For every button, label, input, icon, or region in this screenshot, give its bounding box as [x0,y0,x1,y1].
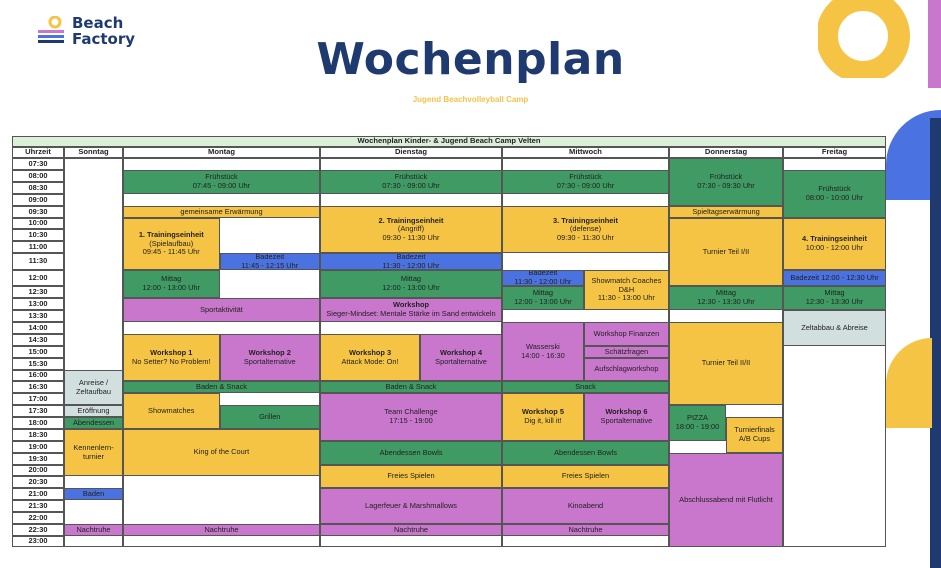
event-training2-tue-text-0: 2. Trainingseinheit [378,215,444,225]
header-thu [669,147,783,158]
event-turnier2-thu-text-0: Turnier Teil II/II [701,358,751,368]
time-cell-text-0: 19:30 [28,453,48,463]
time-cell-text-0: 09:00 [28,194,48,204]
time-cell [12,158,64,170]
event-finanzen-wed[interactable] [584,322,669,346]
event-lager-tue[interactable] [320,488,502,524]
time-cell-text-0: 07:30 [28,158,48,168]
time-cell [12,182,64,194]
header-wed-text-0: Mittwoch [569,147,602,157]
event-zeltabbau-fri[interactable] [783,310,886,346]
table-caption [12,136,886,147]
event-team-tue[interactable] [320,393,502,441]
event-nachtruhe-sun-text-0: Nachtruhe [76,524,111,534]
event-workshop6-wed[interactable] [584,393,669,441]
time-cell [12,512,64,524]
event-turnier1-thu-text-0: Turnier Teil I/II [702,246,750,256]
header-wed [502,147,669,158]
brand-name-line2: Factory [72,30,136,48]
event-showmatches-mon[interactable] [123,393,220,429]
event-anreise-sun[interactable] [64,370,123,405]
time-cell-text-0: 17:30 [28,405,48,415]
event-workshop3-tue-text-0: Workshop 3 [348,347,392,357]
event-bowls-wed[interactable] [502,441,669,465]
event-badezeit-fri[interactable] [783,270,886,286]
time-cell-text-0: 21:00 [28,488,48,498]
time-cell-text-0: 20:00 [28,465,48,475]
event-badezeit-mon-text-1: 11:45 - 12:15 Uhr [241,260,299,270]
time-cell [12,393,64,405]
event-training3-wed-text-2: 09:30 - 11:30 Uhr [557,232,614,242]
event-frei-tue[interactable] [320,465,502,488]
event-team-tue-text-0: Team Challenge [384,407,438,417]
event-fruehstueck-thu-text-0: Frühstück [709,172,743,182]
header-thu-text-0: Donnerstag [704,147,748,157]
time-cell-text-0: 20:30 [28,476,48,486]
time-cell [12,170,64,182]
event-nachtruhe-tue-text-0: Nachtruhe [393,524,429,534]
event-fruehstueck-mon[interactable] [123,170,320,194]
event-erwaermung-thu[interactable] [669,206,783,218]
event-showmatch-wed[interactable] [584,270,669,310]
event-mittag-wed-text-0: Mittag [532,288,553,298]
time-cell [12,453,64,465]
time-cell-text-0: 11:00 [28,241,48,251]
event-turnierfinals-thu-text-1: A/B Cups [738,434,771,443]
time-cell-text-0: 16:00 [28,370,48,380]
event-badezeit-wed-text-0: Badezeit [528,270,558,278]
time-cell [12,310,64,322]
event-turnierfinals-thu[interactable] [726,417,783,453]
event-mittag-mon[interactable] [123,270,220,298]
event-nachtruhe-wed[interactable] [502,524,669,536]
event-fruehstueck-mon-text-0: Frühstück [205,172,238,182]
event-aufschlag-wed-text-0: Aufschlagworkshop [594,364,659,374]
event-fruehstueck-fri[interactable] [783,170,886,218]
header-tue-text-0: Dienstag [394,147,428,157]
time-cell [12,405,64,417]
event-nachtruhe-sun[interactable] [64,524,123,536]
event-abschluss-thu-text-0: Abschlussabend mit Flutlicht [679,494,773,504]
time-cell-text-0: 14:30 [28,334,48,344]
event-mittag-thu-text-1: 12:30 - 13:30 Uhr [697,297,755,306]
event-anreise-sun-text-1: Zeltaufbau [76,386,111,396]
event-grillen-mon[interactable] [220,405,320,429]
event-bowls-tue-text-0: Abendessen Bowls [379,447,443,457]
event-badezeit-tue[interactable] [320,253,502,270]
time-cell-text-0: 12:00 [28,272,48,282]
time-cell-text-0: 11:30 [28,256,48,266]
event-frei-wed[interactable] [502,465,669,488]
event-workshop-tue-text-1: Sieger-Mindset: Mentale Stärke im Sand entwickeln [326,309,496,318]
event-showmatch-wed-text-2: 11:30 - 13:00 Uhr [597,293,655,303]
event-workshop4-tue[interactable] [420,334,502,381]
event-turnier1-thu[interactable] [669,218,783,286]
event-fruehstueck-mon-text-1: 07:45 - 09:00 Uhr [192,181,251,190]
event-schaetz-wed-text-0: Schätzfragen [604,346,649,356]
event-workshop-tue[interactable] [320,298,502,322]
event-kennenlern-sun-text-0: Kennenlern- [73,442,114,452]
time-cell-text-0: 13:30 [28,310,48,320]
event-nachtruhe-wed-text-0: Nachtruhe [568,524,603,534]
time-cell [12,476,64,488]
event-frei-wed-text-0: Freies Spielen [561,471,610,481]
event-workshop3-tue-text-1: Attack Mode: On! [341,356,399,366]
time-cell [12,229,64,241]
event-workshop3-tue[interactable] [320,334,420,381]
time-cell-text-0: 15:00 [28,346,48,356]
event-king-mon-text-0: King of the Court [193,447,250,457]
event-kennenlern-sun[interactable] [64,429,123,476]
time-cell [12,241,64,253]
event-mittag-wed[interactable] [502,286,584,310]
event-wasserski-wed[interactable] [502,322,584,381]
event-workshop-tue-text-0: Workshop [393,300,429,310]
table-caption-text-0: Wochenplan Kinder- & Jugend Beach Camp Velten [357,136,541,146]
event-sport-mon[interactable] [123,298,320,322]
event-frei-tue-text-0: Freies Spielen [387,471,435,481]
event-abendessen-sun-text-0: Abendessen [72,417,115,427]
header-sun-text-0: Sonntag [78,147,109,157]
event-snack-wed[interactable] [502,381,669,393]
time-cell-text-0: 22:00 [28,512,48,522]
event-showmatches-mon-text-0: Showmatches [148,405,195,415]
event-mittag-fri-text-1: 12:30 - 13:30 Uhr [805,297,864,306]
event-kennenlern-sun-text-1: turnier [83,451,104,461]
event-training1-mon-text-0: 1. Trainingseinheit [138,230,204,240]
event-mittag-fri-text-0: Mittag [824,288,845,298]
time-cell-text-0: 14:00 [28,322,48,332]
time-cell [12,500,64,512]
event-workshop4-tue-text-0: Workshop 4 [439,347,483,357]
event-baden-tue[interactable] [320,381,502,393]
time-cell [12,488,64,500]
time-cell [12,536,64,547]
event-eroeffnung-sun-text-0: Eröffnung [77,405,110,415]
event-nachtruhe-tue[interactable] [320,524,502,536]
time-cell [12,322,64,334]
event-workshop2-mon-text-1: Sportalternative [243,356,296,366]
event-workshop1-mon-text-1: No Setter? No Problem! [132,356,211,366]
time-cell [12,194,64,206]
event-nachtruhe-mon[interactable] [123,524,320,536]
brand-name-line1: Beach [72,14,124,32]
header-mon-text-0: Montag [208,147,235,157]
event-fruehstueck-wed-text-1: 07:30 - 09:00 Uhr [556,181,615,190]
event-training4-fri-text-1: 10:00 - 12:00 Uhr [805,243,864,252]
event-badezeit-wed[interactable] [502,270,584,286]
event-workshop5-wed-text-1: Dig it, kill it! [524,416,562,425]
time-cell-text-0: 15:30 [28,358,48,368]
event-mittag-mon-text-0: Mittag [161,274,182,284]
time-cell [12,206,64,218]
event-erwaermung-mon[interactable] [123,206,320,218]
event-training3-wed-text-0: 3. Trainingseinheit [553,215,618,225]
event-mittag-thu-text-0: Mittag [715,288,737,298]
event-training2-tue-text-2: 09:30 - 11:30 Uhr [382,232,440,242]
event-wasserski-wed-text-0: Wasserski [526,341,560,351]
event-kino-wed[interactable] [502,488,669,524]
event-fruehstueck-wed[interactable] [502,170,669,194]
event-mittag-wed-text-1: 12:00 - 13:00 Uhr [514,297,572,306]
event-bowls-tue[interactable] [320,441,502,465]
event-badezeit-tue-text-0: Badezeit [396,253,426,261]
time-cell [12,465,64,476]
time-cell [12,218,64,229]
time-cell-text-0: 09:30 [28,206,48,216]
time-cell-text-0: 21:30 [28,500,48,510]
event-workshop2-mon[interactable] [220,334,320,381]
event-pizza-thu[interactable] [669,405,726,441]
time-cell [12,286,64,298]
event-aufschlag-wed[interactable] [584,358,669,381]
header-sun [64,147,123,158]
event-kino-wed-text-0: Kinoabend [567,500,604,510]
event-fruehstueck-fri-text-0: Frühstück [818,184,851,194]
event-training1-mon-text-2: 09:45 - 11:45 Uhr [142,247,200,257]
time-cell [12,417,64,429]
event-workshop2-mon-text-0: Workshop 2 [248,347,291,357]
header-fri-text-0: Freitag [821,147,848,157]
time-cell-text-0: 10:30 [28,229,48,239]
schedule-table [12,136,886,556]
event-mittag-tue-text-1: 12:00 - 13:00 Uhr [382,283,440,292]
time-cell-text-0: 19:00 [28,441,48,451]
event-turnierfinals-thu-text-0: Turnierfinals [734,425,775,435]
header-mon [123,147,320,158]
event-grillen-mon-text-0: Grillen [259,411,281,421]
event-fruehstueck-fri-text-1: 08:00 - 10:00 Uhr [805,193,864,202]
event-abendessen-sun[interactable] [64,417,123,429]
time-cell [12,253,64,270]
time-cell [12,441,64,453]
time-cell [12,346,64,358]
event-erwaermung-mon-text-0: gemeinsame Erwärmung [180,206,263,216]
event-workshop1-mon-text-0: Workshop 1 [150,347,193,357]
event-schaetz-wed[interactable] [584,346,669,358]
time-cell-text-0: 16:30 [28,381,48,391]
event-pizza-thu-text-1: 18:00 - 19:00 [675,422,720,431]
event-fruehstueck-thu-text-1: 07:30 - 09:30 Uhr [697,181,755,190]
time-cell-text-0: 12:30 [28,286,48,296]
event-erwaermung-thu-text-0: Spieltagserwärmung [692,206,760,216]
event-training3-wed[interactable] [502,206,669,253]
yellow-half-circle-decoration [886,338,932,428]
header-time-text-0: Uhrzeit [25,147,51,157]
event-training1-mon-text-1: (Spielaufbau) [149,238,194,248]
event-bowls-wed-text-0: Abendessen Bowls [554,447,617,457]
event-workshop5-wed-text-0: Workshop 5 [521,407,564,417]
event-pizza-thu-text-0: PIZZA [687,413,708,423]
time-cell-text-0: 13:00 [28,298,48,308]
time-cell [12,524,64,536]
event-badezeit-mon-text-0: Badezeit [255,253,285,261]
event-fruehstueck-tue[interactable] [320,170,502,194]
event-wasserski-wed-text-1: 14:00 - 16:30 [521,350,565,360]
event-baden-mon-text-0: Baden & Snack [196,381,247,391]
event-snack-wed-text-0: Snack [575,381,596,391]
event-fruehstueck-wed-text-0: Frühstück [569,172,602,182]
event-abschluss-thu[interactable] [669,453,783,547]
time-cell-text-0: 08:00 [28,170,48,180]
event-badezeit-wed-text-1: 11:30 - 12:00 Uhr [514,277,572,286]
page-subtitle: Jugend Beachvolleyball Camp [412,95,529,104]
event-showmatch-wed-text-1: D&H [618,284,635,294]
time-cell-text-0: 22:30 [28,524,48,534]
event-badezeit-fri-text-0: Badezeit 12:00 - 12:30 Uhr [790,272,879,282]
event-training4-fri-text-0: 4. Trainingseinheit [802,234,867,244]
event-badezeit-mon[interactable] [220,253,320,270]
event-workshop1-mon[interactable] [123,334,220,381]
header-fri [783,147,886,158]
header-tue [320,147,502,158]
event-eroeffnung-sun[interactable] [64,405,123,417]
page-title: Wochenplan [316,34,625,85]
event-king-mon[interactable] [123,429,320,476]
event-baden-sun-text-0: Baden [82,488,105,498]
event-baden-sun[interactable] [64,488,123,500]
event-sport-mon-text-0: Sportaktivität [200,304,243,314]
event-training2-tue-text-1: (Angriff) [397,224,425,234]
event-training4-fri[interactable] [783,218,886,270]
event-training1-mon[interactable] [123,218,220,270]
event-mittag-fri[interactable] [783,286,886,310]
time-cell-text-0: 18:30 [28,429,48,439]
event-training3-wed-text-1: (defense) [569,224,602,234]
event-workshop6-wed-text-1: Sportalternative [600,416,653,425]
event-mittag-mon-text-1: 12:00 - 13:00 Uhr [142,283,201,292]
time-cell-text-0: 23:00 [28,536,48,546]
time-cell [12,358,64,370]
event-fruehstueck-tue-text-1: 07:30 - 09:00 Uhr [382,181,440,190]
event-showmatch-wed-text-0: Showmatch Coaches [591,276,662,286]
event-training2-tue[interactable] [320,206,502,253]
time-cell-text-0: 17:00 [28,393,48,403]
event-badezeit-tue-text-1: 11:30 - 12:00 Uhr [382,260,440,270]
header-time [12,147,64,158]
event-turnier2-thu[interactable] [669,322,783,405]
event-team-tue-text-1: 17:15 - 19:00 [389,416,433,425]
event-baden-tue-text-0: Baden & Snack [385,381,437,391]
event-mittag-tue-text-0: Mittag [400,274,422,284]
event-nachtruhe-mon-text-0: Nachtruhe [204,524,239,534]
time-cell [12,298,64,310]
time-cell-text-0: 08:30 [28,182,48,192]
event-fruehstueck-tue-text-0: Frühstück [394,172,428,182]
time-cell-text-0: 18:00 [28,417,48,427]
event-workshop6-wed-text-0: Workshop 6 [605,407,648,417]
time-cell [12,381,64,393]
event-fruehstueck-thu[interactable] [669,158,783,206]
event-anreise-sun-text-0: Anreise / [78,377,109,387]
time-cell [12,270,64,286]
event-zeltabbau-fri-text-0: Zeltabbau & Abreise [801,322,868,332]
time-cell-text-0: 10:00 [28,218,48,228]
event-workshop5-wed[interactable] [502,393,584,441]
event-finanzen-wed-text-0: Workshop Finanzen [593,328,660,338]
event-mittag-thu[interactable] [669,286,783,310]
time-cell [12,334,64,346]
event-workshop4-tue-text-1: Sportalternative [435,356,487,366]
event-baden-mon[interactable] [123,381,320,393]
event-lager-tue-text-0: Lagerfeuer & Marshmallows [364,500,457,510]
time-cell [12,370,64,381]
event-mittag-tue[interactable] [320,270,502,298]
time-cell [12,429,64,441]
